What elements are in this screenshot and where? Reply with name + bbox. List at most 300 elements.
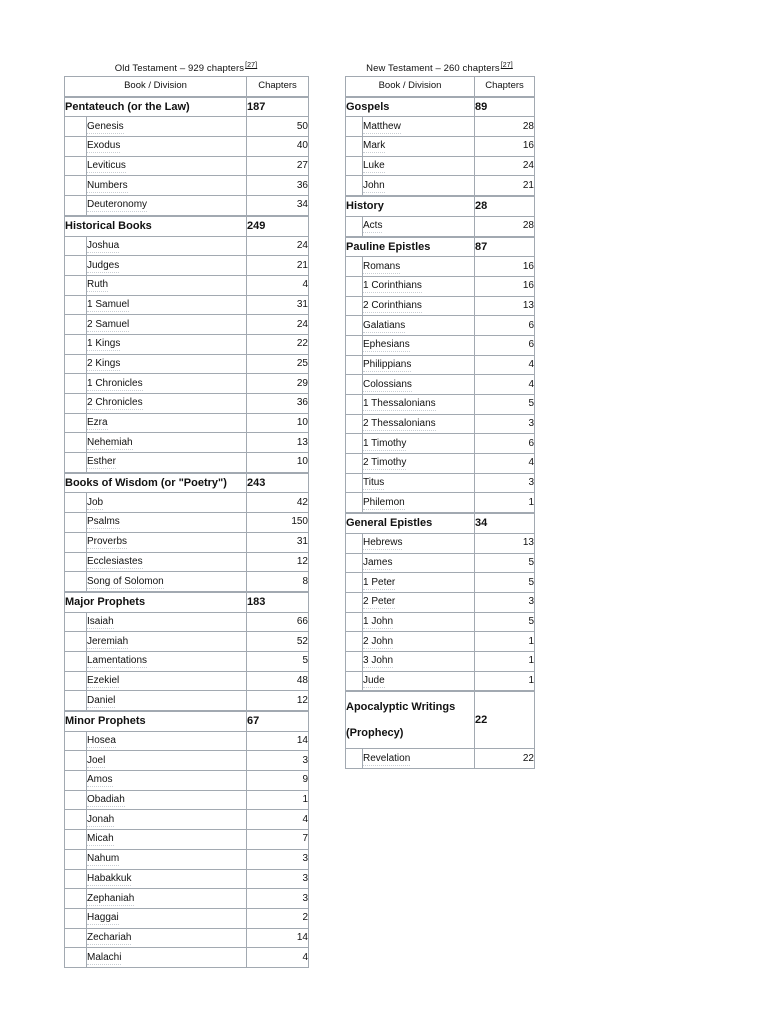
book-cell [363, 137, 475, 157]
book-link[interactable]: 2 Peter [363, 596, 396, 608]
book-cell [363, 473, 475, 493]
book-row [346, 117, 535, 137]
book-link[interactable]: Titus [363, 477, 385, 489]
book-link[interactable]: James [363, 556, 393, 568]
book-cell [363, 612, 475, 632]
book-link[interactable]: Mark [363, 140, 386, 152]
indent-cell [346, 651, 363, 671]
indent-cell [65, 790, 87, 810]
book-row [346, 137, 535, 157]
book-chapter-count: 12 [247, 552, 309, 572]
indent-cell [65, 731, 87, 751]
indent-cell [65, 413, 87, 433]
indent-cell [65, 552, 87, 572]
book-chapter-count: 24 [475, 156, 535, 176]
book-row [346, 533, 535, 553]
book-link[interactable]: Ruth [87, 279, 109, 291]
book-row [65, 334, 309, 354]
book-cell [87, 493, 247, 513]
column-header-book: Book / Division [65, 77, 247, 97]
book-cell [87, 751, 247, 771]
book-link[interactable]: John [363, 179, 385, 191]
book-cell [363, 216, 475, 236]
book-row [346, 156, 535, 176]
book-cell [87, 413, 247, 433]
indent-cell [65, 196, 87, 216]
book-row [65, 572, 309, 592]
book-row [65, 651, 309, 671]
division-name: Gospels [346, 97, 475, 117]
indent-cell [65, 691, 87, 711]
book-row [346, 493, 535, 513]
indent-cell [65, 612, 87, 632]
book-chapter-count: 3 [475, 592, 535, 612]
indent-cell [346, 176, 363, 196]
book-link[interactable]: Esther [87, 456, 116, 468]
book-chapter-count: 3 [475, 414, 535, 434]
indent-cell [65, 948, 87, 968]
book-chapter-count: 66 [247, 612, 309, 632]
footnote-link[interactable]: [27] [500, 62, 513, 69]
book-link[interactable]: Ecclesiastes [87, 555, 143, 567]
indent-cell [65, 928, 87, 948]
book-cell [87, 275, 247, 295]
indent-cell [65, 295, 87, 315]
indent-cell [346, 533, 363, 553]
book-link[interactable]: Jude [363, 674, 385, 686]
book-link[interactable]: 1 John [363, 615, 394, 627]
book-chapter-count: 150 [247, 513, 309, 533]
book-link[interactable]: Ezekiel [87, 674, 120, 686]
book-link[interactable]: Joshua [87, 239, 120, 251]
book-row [65, 908, 309, 928]
book-row [346, 375, 535, 395]
book-link[interactable]: Nahum [87, 853, 120, 865]
book-link[interactable]: Galatians [363, 319, 406, 331]
book-cell [87, 651, 247, 671]
book-link[interactable]: 3 John [363, 655, 394, 667]
division-chapter-count: 183 [247, 592, 309, 612]
division-row [65, 592, 309, 612]
old-testament-table [64, 76, 309, 968]
indent-cell [65, 751, 87, 771]
book-link[interactable]: 2 Kings [87, 357, 121, 369]
book-chapter-count: 4 [247, 948, 309, 968]
book-link[interactable]: Habakkuk [87, 872, 132, 884]
book-cell [87, 394, 247, 414]
book-cell [87, 948, 247, 968]
book-cell [87, 731, 247, 751]
book-row [346, 414, 535, 434]
book-cell [363, 117, 475, 137]
indent-cell [65, 572, 87, 592]
column-header-chapters: Chapters [475, 77, 535, 97]
book-chapter-count: 10 [247, 413, 309, 433]
book-link[interactable]: 2 Samuel [87, 318, 130, 330]
book-link[interactable]: Colossians [363, 378, 412, 390]
book-link[interactable]: Joel [87, 754, 106, 766]
book-link[interactable]: Matthew [363, 120, 401, 132]
book-chapter-count: 22 [247, 334, 309, 354]
book-cell [87, 334, 247, 354]
indent-cell [65, 315, 87, 335]
book-cell [87, 810, 247, 830]
book-link[interactable]: Micah [87, 833, 114, 845]
indent-cell [65, 869, 87, 889]
book-cell [87, 849, 247, 869]
indent-cell [346, 117, 363, 137]
indent-cell [346, 553, 363, 573]
book-cell [363, 316, 475, 336]
book-chapter-count: 31 [247, 295, 309, 315]
book-chapter-count: 24 [247, 315, 309, 335]
book-row [346, 632, 535, 652]
book-chapter-count: 5 [247, 651, 309, 671]
book-cell [87, 889, 247, 909]
indent-cell [65, 156, 87, 176]
book-row [65, 731, 309, 751]
book-row [65, 532, 309, 552]
indent-cell [65, 889, 87, 909]
book-row [346, 257, 535, 277]
book-chapter-count: 22 [475, 749, 535, 769]
indent-cell [346, 671, 363, 691]
book-cell [87, 354, 247, 374]
book-row [346, 651, 535, 671]
indent-cell [65, 374, 87, 394]
indent-cell [65, 275, 87, 295]
book-cell [87, 632, 247, 652]
indent-cell [65, 117, 87, 137]
book-chapter-count: 4 [247, 275, 309, 295]
book-link[interactable]: Obadiah [87, 794, 125, 806]
book-cell [363, 375, 475, 395]
book-row [65, 849, 309, 869]
division-row [65, 216, 309, 236]
book-chapter-count: 48 [247, 671, 309, 691]
division-chapter-count: 187 [247, 97, 309, 117]
book-cell [87, 928, 247, 948]
indent-cell [65, 236, 87, 256]
book-row [346, 434, 535, 454]
division-name: Major Prophets [65, 592, 247, 612]
book-link[interactable]: 2 Timothy [363, 457, 407, 469]
book-chapter-count: 3 [247, 751, 309, 771]
division-name: Books of Wisdom (or "Poetry") [65, 473, 247, 493]
book-row [346, 671, 535, 691]
book-link[interactable]: 1 Chronicles [87, 377, 143, 389]
book-link[interactable]: 1 Samuel [87, 298, 130, 310]
book-chapter-count: 1 [475, 493, 535, 513]
indent-cell [346, 473, 363, 493]
book-row [65, 374, 309, 394]
book-chapter-count: 31 [247, 532, 309, 552]
indent-cell [65, 849, 87, 869]
book-cell [87, 771, 247, 791]
book-row [65, 889, 309, 909]
book-link[interactable]: Psalms [87, 516, 120, 528]
book-cell [87, 433, 247, 453]
new-testament-caption [345, 62, 534, 76]
book-link[interactable]: 1 Corinthians [363, 280, 422, 292]
indent-cell [346, 612, 363, 632]
book-cell [87, 691, 247, 711]
book-row [346, 612, 535, 632]
division-chapter-count: 67 [247, 711, 309, 731]
indent-cell [346, 749, 363, 769]
book-row [346, 316, 535, 336]
indent-cell [65, 453, 87, 473]
footnote-link[interactable]: [27] [245, 62, 258, 69]
book-link[interactable]: Numbers [87, 179, 128, 191]
book-chapter-count: 4 [475, 454, 535, 474]
indent-cell [65, 256, 87, 276]
book-row [65, 810, 309, 830]
book-cell [363, 395, 475, 415]
book-link[interactable]: Song of Solomon [87, 575, 164, 587]
book-row [346, 592, 535, 612]
indent-cell [65, 632, 87, 652]
indent-cell [65, 830, 87, 850]
book-cell [363, 592, 475, 612]
book-chapter-count: 27 [247, 156, 309, 176]
book-link[interactable]: Isaiah [87, 615, 114, 627]
book-chapter-count: 21 [247, 256, 309, 276]
book-chapter-count: 36 [247, 394, 309, 414]
column-header-book: Book / Division [346, 77, 475, 97]
book-chapter-count: 1 [475, 632, 535, 652]
indent-cell [346, 375, 363, 395]
book-link[interactable]: Hebrews [363, 537, 403, 549]
book-cell [363, 671, 475, 691]
book-cell [363, 156, 475, 176]
book-cell [87, 671, 247, 691]
book-chapter-count: 1 [475, 651, 535, 671]
book-cell [87, 869, 247, 889]
book-link[interactable]: Malachi [87, 951, 122, 963]
book-row [346, 473, 535, 493]
book-row [65, 176, 309, 196]
book-link[interactable]: Exodus [87, 140, 121, 152]
book-link[interactable]: Philippians [363, 358, 412, 370]
book-row [65, 552, 309, 572]
book-cell [363, 257, 475, 277]
division-name: Minor Prophets [65, 711, 247, 731]
book-cell [87, 572, 247, 592]
book-link[interactable]: 1 Peter [363, 576, 396, 588]
indent-cell [346, 434, 363, 454]
division-chapter-count: 28 [475, 196, 535, 216]
book-row [65, 453, 309, 473]
book-row [346, 355, 535, 375]
book-row [346, 216, 535, 236]
indent-cell [65, 908, 87, 928]
book-cell [87, 176, 247, 196]
book-row [65, 612, 309, 632]
indent-cell [346, 137, 363, 157]
book-cell [87, 532, 247, 552]
book-cell [87, 513, 247, 533]
book-row [65, 315, 309, 335]
indent-cell [65, 651, 87, 671]
book-chapter-count: 25 [247, 354, 309, 374]
division-row [65, 711, 309, 731]
book-link[interactable]: 2 Corinthians [363, 299, 422, 311]
book-link[interactable]: Job [87, 496, 104, 508]
caption-text: Old Testament – 929 chapters [114, 63, 245, 74]
book-cell [363, 632, 475, 652]
book-link[interactable]: 2 John [363, 635, 394, 647]
book-cell [363, 414, 475, 434]
division-row [346, 691, 535, 749]
book-link[interactable]: Ezra [87, 417, 108, 429]
book-cell [87, 374, 247, 394]
indent-cell [346, 276, 363, 296]
book-link[interactable]: 2 Thessalonians [363, 418, 436, 430]
book-link[interactable]: Acts [363, 220, 383, 232]
book-cell [363, 553, 475, 573]
book-chapter-count: 16 [475, 276, 535, 296]
book-chapter-count: 6 [475, 316, 535, 336]
caption-text: New Testament – 260 chapters [366, 63, 500, 74]
division-name: Apocalyptic Writings (Prophecy) [346, 691, 475, 749]
book-cell [363, 533, 475, 553]
division-row [65, 97, 309, 117]
book-row [346, 296, 535, 316]
book-link[interactable]: Romans [363, 260, 401, 272]
book-row [65, 751, 309, 771]
book-cell [363, 749, 475, 769]
book-row [65, 948, 309, 968]
book-chapter-count: 14 [247, 731, 309, 751]
book-link[interactable]: Amos [87, 774, 113, 786]
book-link[interactable]: Proverbs [87, 536, 128, 548]
book-row [65, 413, 309, 433]
book-link[interactable]: Zephaniah [87, 892, 135, 904]
book-link[interactable]: Luke [363, 160, 385, 172]
book-chapter-count: 8 [247, 572, 309, 592]
indent-cell [346, 414, 363, 434]
book-chapter-count: 36 [247, 176, 309, 196]
indent-cell [346, 395, 363, 415]
book-row [65, 256, 309, 276]
book-row [346, 276, 535, 296]
book-row [346, 176, 535, 196]
book-row [65, 275, 309, 295]
indent-cell [65, 394, 87, 414]
book-chapter-count: 5 [475, 573, 535, 593]
book-link[interactable]: Philemon [363, 496, 405, 508]
book-chapter-count: 9 [247, 771, 309, 791]
book-cell [87, 196, 247, 216]
book-row [346, 749, 535, 769]
indent-cell [346, 296, 363, 316]
book-row [65, 433, 309, 453]
book-link[interactable]: Hosea [87, 735, 116, 747]
header-row [346, 77, 535, 97]
book-link[interactable]: Jonah [87, 813, 115, 825]
book-cell [87, 552, 247, 572]
book-row [65, 771, 309, 791]
book-link[interactable]: 1 Timothy [363, 437, 407, 449]
book-row [346, 335, 535, 355]
book-cell [363, 573, 475, 593]
book-link[interactable]: 1 Kings [87, 338, 121, 350]
division-name: History [346, 196, 475, 216]
book-chapter-count: 3 [475, 473, 535, 493]
book-cell [87, 256, 247, 276]
book-link[interactable]: Judges [87, 259, 120, 271]
book-link[interactable]: 2 Chronicles [87, 397, 143, 409]
indent-cell [65, 810, 87, 830]
indent-cell [346, 355, 363, 375]
division-chapter-count: 243 [247, 473, 309, 493]
division-chapter-count: 249 [247, 216, 309, 236]
indent-cell [346, 156, 363, 176]
book-link[interactable]: Ephesians [363, 339, 410, 351]
book-chapter-count: 2 [247, 908, 309, 928]
book-chapter-count: 16 [475, 257, 535, 277]
book-link[interactable]: Revelation [363, 752, 411, 764]
division-row [346, 513, 535, 533]
indent-cell [346, 632, 363, 652]
book-cell [87, 295, 247, 315]
book-link[interactable]: Lamentations [87, 655, 148, 667]
book-chapter-count: 40 [247, 137, 309, 157]
new-testament-table [345, 76, 535, 769]
book-link[interactable]: Genesis [87, 120, 124, 132]
division-name: Historical Books [65, 216, 247, 236]
book-chapter-count: 14 [247, 928, 309, 948]
division-name: Pauline Epistles [346, 237, 475, 257]
book-chapter-count: 50 [247, 117, 309, 137]
indent-cell [65, 532, 87, 552]
book-cell [363, 651, 475, 671]
book-row [65, 790, 309, 810]
indent-cell [65, 771, 87, 791]
book-chapter-count: 34 [247, 196, 309, 216]
book-cell [87, 137, 247, 157]
division-chapter-count: 34 [475, 513, 535, 533]
book-cell [87, 790, 247, 810]
book-chapter-count: 28 [475, 216, 535, 236]
book-link[interactable]: Leviticus [87, 160, 126, 172]
book-chapter-count: 5 [475, 612, 535, 632]
book-link[interactable]: Haggai [87, 912, 119, 924]
book-chapter-count: 21 [475, 176, 535, 196]
book-link[interactable]: Jeremiah [87, 635, 129, 647]
indent-cell [65, 354, 87, 374]
book-cell [87, 315, 247, 335]
book-link[interactable]: Deuteronomy [87, 199, 148, 211]
book-row [65, 671, 309, 691]
indent-cell [346, 257, 363, 277]
book-link[interactable]: Zechariah [87, 931, 132, 943]
old-testament-caption [64, 62, 308, 76]
book-cell [363, 296, 475, 316]
indent-cell [65, 513, 87, 533]
indent-cell [65, 671, 87, 691]
book-link[interactable]: Nehemiah [87, 436, 133, 448]
division-name: Pentateuch (or the Law) [65, 97, 247, 117]
book-chapter-count: 10 [247, 453, 309, 473]
book-cell [87, 830, 247, 850]
book-link[interactable]: Daniel [87, 694, 116, 706]
book-row [346, 395, 535, 415]
book-link[interactable]: 1 Thessalonians [363, 398, 436, 410]
book-chapter-count: 5 [475, 395, 535, 415]
book-cell [87, 117, 247, 137]
